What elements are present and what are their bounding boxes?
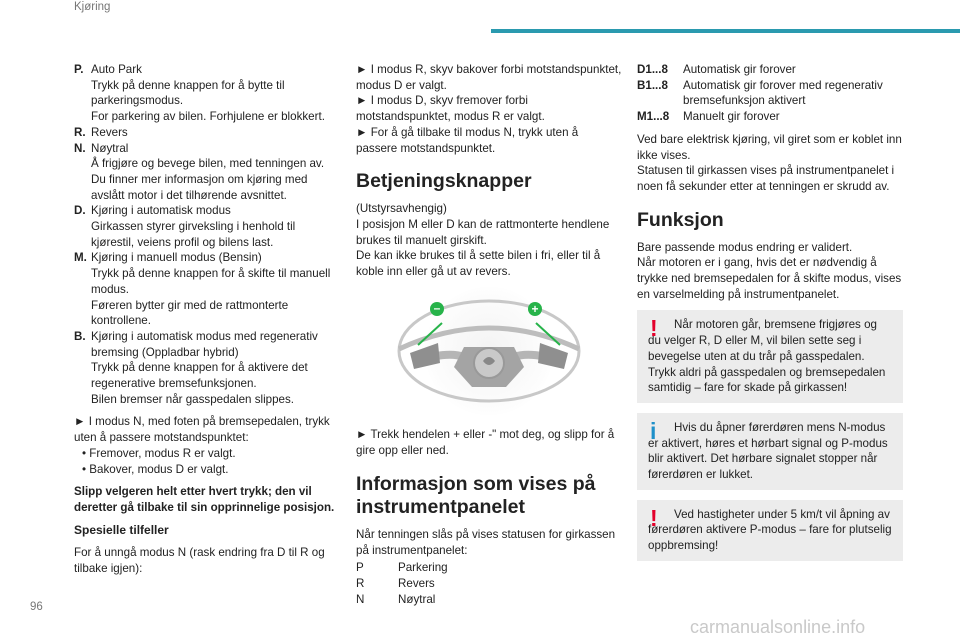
mode-d bbox=[74, 203, 340, 250]
paddle-step: ► Trekk hendelen + eller -" mot deg, og slipp for å gire opp eller ned. bbox=[356, 428, 615, 458]
mode-key: P. bbox=[74, 63, 84, 76]
status-list bbox=[356, 560, 622, 607]
mode-label: Nøytral bbox=[91, 141, 129, 155]
paragraph: Når tenningen slås på vises statusen for girkassen på instrumentpanelet: bbox=[356, 527, 616, 557]
mode-text: Du finner mer informasjon om kjøring med avslått motor i det tilhørende avsnittet. bbox=[91, 172, 308, 202]
paragraph: Bare passende modus endring er validert. bbox=[637, 240, 853, 254]
mode-key: D. bbox=[74, 204, 86, 218]
paragraph: De kan ikke brukes til å sette bilen i fri, eller til å koble inn eller gå ut av revers. bbox=[356, 249, 601, 279]
warning-text: Når motoren går, bremsene frigjøres og du velger R, D eller M, vil bilen sette seg i bevegelse uten at du trår på gasspedalen. Trykk aldri på gasspedalen og bremsepedalen samtidig – fare for skade på girkassen! bbox=[648, 318, 886, 395]
special-cases-heading: Spesielle tilfeller bbox=[74, 522, 169, 537]
mode-text: Bilen bremser når gasspedalen slippes. bbox=[91, 392, 295, 406]
function-heading: Funksjon bbox=[637, 208, 724, 231]
mode-list bbox=[74, 62, 340, 407]
mode-text: Trykk på denne knappen for å bytte til parkeringsmodus. bbox=[91, 78, 285, 108]
mode-label: Kjøring i automatisk modus med regenerativ bremsing (Oppladbar hybrid) bbox=[91, 329, 318, 359]
section-title: Kjøring bbox=[74, 1, 111, 13]
mode-key: N. bbox=[74, 141, 86, 155]
mode-text: Føreren bytter gir med de rattmonterte kontrollene. bbox=[91, 298, 289, 328]
step-item: ► I modus R, skyv bakover forbi motstandspunktet, modus D er valgt. bbox=[356, 63, 622, 92]
info-icon: i bbox=[650, 417, 657, 444]
step-item: ► For å gå tilbake til modus N, trykk uten å passere motstandspunktet. bbox=[356, 125, 579, 155]
paragraph: (Utstyrsavhengig) bbox=[356, 202, 447, 216]
warning-box bbox=[637, 500, 903, 561]
minus-paddle-icon: – bbox=[430, 302, 444, 316]
mode-key: B. bbox=[74, 329, 86, 343]
page-number: 96 bbox=[30, 601, 43, 613]
release-note: Slipp velgeren helt etter hvert trykk; den vil deretter gå tilbake til sin opprinnelige posisjon. bbox=[74, 485, 335, 514]
warning-box bbox=[637, 310, 903, 403]
gear-mode-row: D1...8 Automatisk gir forover bbox=[637, 63, 796, 76]
mode-text: Trykk på denne knappen for å skifte til manuell modus. bbox=[91, 267, 331, 296]
paragraph: Statusen til girkassen vises på instrumentpanelet i noen få sekunder etter at tenningen er skrudd av. bbox=[637, 164, 895, 193]
mode-p bbox=[74, 62, 340, 125]
mode-label: Revers bbox=[91, 125, 128, 139]
mode-text: Trykk på denne knappen for å aktivere det regenerative bremsefunksjonen. bbox=[91, 361, 308, 391]
column-3 bbox=[637, 62, 903, 571]
mode-text: Å frigjøre og bevege bilen, med tenningen av. bbox=[91, 157, 325, 171]
instrument-info-heading: Informasjon som vises på instrumentpanelet bbox=[356, 472, 596, 518]
plus-paddle-icon: + bbox=[528, 302, 542, 316]
mode-text: Girkassen styrer girveksling i henhold til kjørestil, veiens profil og bilens last. bbox=[91, 220, 296, 249]
steering-wheel-illustration bbox=[356, 287, 622, 420]
warning-text: Ved hastigheter under 5 km/t vil åpning av førerdøren aktivere P-modus – fare for plutselig oppbremsing! bbox=[648, 507, 892, 553]
gear-mode-list bbox=[637, 62, 903, 125]
paragraph: Ved bare elektrisk kjøring, vil giret som er koblet inn ikke vises. bbox=[637, 132, 902, 162]
gear-mode-row: B1...8 Automatisk gir forover med regenerativ bremsefunksjon aktivert bbox=[637, 78, 883, 108]
status-row: P Parkering bbox=[356, 561, 448, 575]
paragraph: I posisjon M eller D kan de rattmonterte hendlene brukes til manuelt girskift. bbox=[356, 217, 610, 247]
bullet-item: • Fremover, modus R er valgt. bbox=[82, 446, 236, 460]
special-cases-text: For å unngå modus N (rask endring fra D til R og tilbake igjen): bbox=[74, 546, 325, 576]
column-1 bbox=[74, 62, 340, 584]
mode-b bbox=[74, 329, 340, 408]
mode-r bbox=[74, 125, 340, 141]
bullet-item: • Bakover, modus D er valgt. bbox=[82, 462, 229, 476]
paragraph: Når motoren er i gang, hvis det er nødvendig å trykke ned bremsepedalen for å skifte modus, vises en varselmelding på instrumentpanelet. bbox=[637, 256, 902, 301]
info-box bbox=[637, 413, 903, 490]
controls-heading: Betjeningsknapper bbox=[356, 170, 532, 193]
mode-key: R. bbox=[74, 125, 86, 139]
status-row: N Nøytral bbox=[356, 592, 436, 606]
header-accent-bar bbox=[491, 29, 960, 33]
mode-label: Auto Park bbox=[91, 63, 142, 76]
watermark: carmanualsonline.info bbox=[690, 617, 866, 637]
mode-m bbox=[74, 250, 340, 329]
mode-n bbox=[74, 141, 340, 204]
n-mode-step: ► I modus N, med foten på bremsepedalen, trykk uten å passere motstandspunktet: bbox=[74, 415, 330, 445]
column-2 bbox=[356, 62, 622, 607]
step-item: ► I modus D, skyv fremover forbi motstandspunktet, modus R er valgt. bbox=[356, 94, 545, 124]
warning-icon: ! bbox=[650, 315, 658, 342]
mode-text: For parkering av bilen. Forhjulene er blokkert. bbox=[91, 110, 325, 124]
mode-key: M. bbox=[74, 251, 87, 265]
warning-icon: ! bbox=[650, 504, 658, 531]
mode-label: Kjøring i manuell modus (Bensin) bbox=[91, 251, 262, 265]
status-row: R Revers bbox=[356, 576, 435, 590]
mode-label: Kjøring i automatisk modus bbox=[91, 204, 231, 218]
info-text: Hvis du åpner førerdøren mens N-modus er aktivert, høres et hørbart signal og P-modus blir aktivert. Det hørbare signalet stopper når førerdøren er lukket. bbox=[648, 420, 888, 482]
gear-mode-row: M1...8 Manuelt gir forover bbox=[637, 110, 780, 124]
